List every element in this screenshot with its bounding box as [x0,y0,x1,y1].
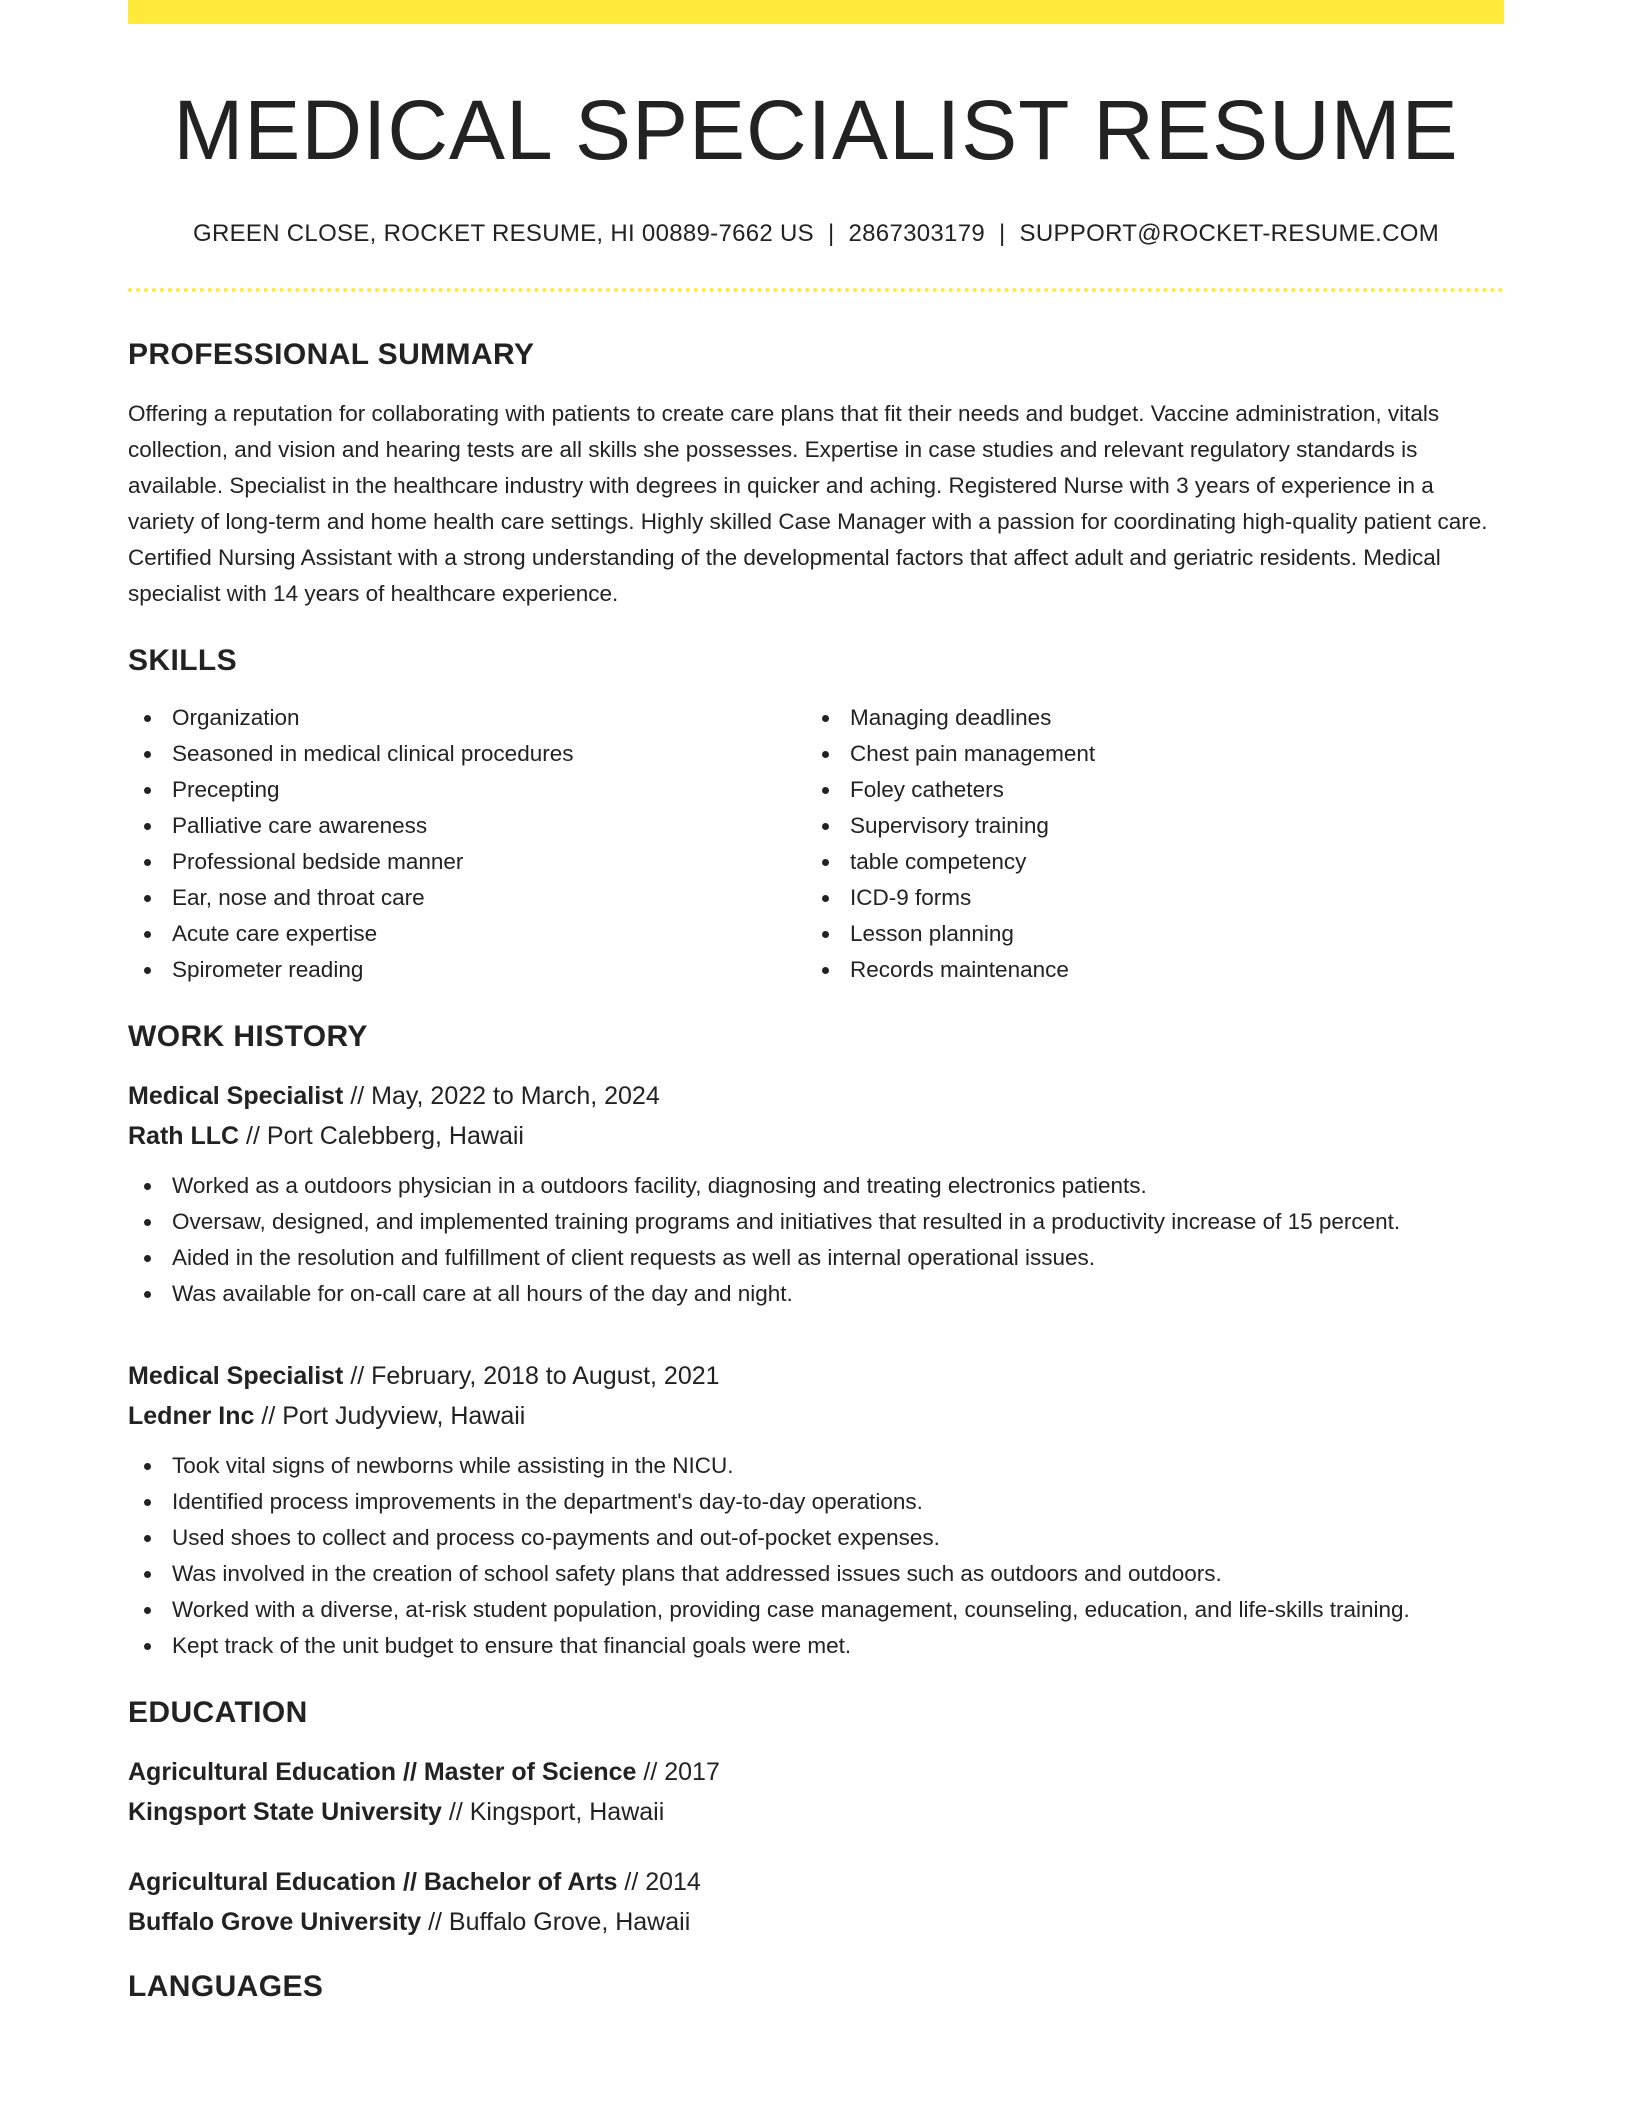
contact-phone: 2867303179 [848,220,985,247]
education-heading: EDUCATION [128,1696,308,1729]
job-title-line [128,1076,1504,1116]
skill-item: Foley catheters [806,772,1484,808]
skill-item: Supervisory training [806,808,1484,844]
job-bullets [128,1448,1504,1664]
job-entry [128,1076,1504,1312]
skill-item: table competency [806,844,1484,880]
job-bullet: Kept track of the unit budget to ensure that financial goals were met. [128,1628,1504,1664]
job-location: // Port Judyview, Hawaii [254,1402,526,1430]
contact-separator: | [827,220,835,247]
contact-line [128,218,1504,250]
education-degree: Agricultural Education // Master of Science [128,1758,637,1786]
resume-title: MEDICAL SPECIALIST RESUME [173,83,1459,177]
job-company-line [128,1116,1504,1156]
contact-address: GREEN CLOSE, ROCKET RESUME, HI 00889-7662 US [192,220,814,247]
skill-item: Lesson planning [806,916,1484,952]
skill-item: Organization [128,700,806,736]
skill-item: Precepting [128,772,806,808]
education-school-line [128,1792,1504,1832]
skill-item: Managing deadlines [806,700,1484,736]
job-location: // Port Calebberg, Hawaii [239,1122,524,1150]
skills-columns [128,700,1504,988]
education-school: Kingsport State University [128,1798,442,1826]
job-company-line [128,1396,1504,1436]
job-company: Ledner Inc [128,1402,255,1430]
job-dates: // February, 2018 to August, 2021 [343,1362,720,1390]
job-bullet: Identified process improvements in the department's day-to-day operations. [128,1484,1504,1520]
skill-item: Chest pain management [806,736,1484,772]
job-role: Medical Specialist [128,1362,344,1390]
skill-item: Palliative care awareness [128,808,806,844]
skill-item: Records maintenance [806,952,1484,988]
job-bullet: Used shoes to collect and process co-payments and out-of-pocket expenses. [128,1520,1504,1556]
education-degree: Agricultural Education // Bachelor of Arts [128,1868,618,1896]
skill-item: Acute care expertise [128,916,806,952]
skills-list-left [128,700,806,988]
education-degree-line [128,1862,1504,1902]
dotted-divider [128,288,1504,292]
job-bullets [128,1168,1504,1312]
job-entry [128,1356,1504,1664]
education-school-line [128,1902,1504,1942]
job-bullet: Aided in the resolution and fulfillment of client requests as well as internal operational issues. [128,1240,1504,1276]
skills-list-right [806,700,1484,988]
job-company: Rath LLC [128,1122,240,1150]
job-bullet: Was available for on-call care at all hours of the day and night. [128,1276,1504,1312]
job-bullet: Worked with a diverse, at-risk student population, providing case management, counseling, education, and life-skills training. [128,1592,1504,1628]
skill-item: Professional bedside manner [128,844,806,880]
job-bullet: Took vital signs of newborns while assisting in the NICU. [128,1448,1504,1484]
education-location: // Kingsport, Hawaii [441,1798,665,1826]
job-bullet: Was involved in the creation of school safety plans that addressed issues such as outdoors and outdoors. [128,1556,1504,1592]
education-year: // 2014 [617,1868,701,1896]
education-location: // Buffalo Grove, Hawaii [421,1908,691,1936]
accent-top-bar [128,0,1504,24]
education-degree-line [128,1752,1504,1792]
education-year: // 2017 [636,1758,720,1786]
skill-item: Spirometer reading [128,952,806,988]
job-bullet: Worked as a outdoors physician in a outdoors facility, diagnosing and treating electronics patients. [128,1168,1504,1204]
skill-item: Seasoned in medical clinical procedures [128,736,806,772]
work-history-heading: WORK HISTORY [128,1020,368,1053]
summary-heading: PROFESSIONAL SUMMARY [128,338,535,371]
skill-item: Ear, nose and throat care [128,880,806,916]
job-title-line [128,1356,1504,1396]
job-dates: // May, 2022 to March, 2024 [343,1082,660,1110]
skill-item: ICD-9 forms [806,880,1484,916]
job-role: Medical Specialist [128,1082,344,1110]
contact-email[interactable]: SUPPORT@ROCKET-RESUME.COM [1019,220,1440,247]
education-entry [128,1862,1504,1942]
skills-heading: SKILLS [128,644,238,677]
job-bullet: Oversaw, designed, and implemented training programs and initiatives that resulted in a productivity increase of 15 percent. [128,1204,1504,1240]
contact-separator: | [999,220,1006,247]
summary-text: Offering a reputation for collaborating with patients to create care plans that fit their needs and budget. Vaccine administration, vitals collection, and vision and hearing tests are all skills she possesses. Expertise in case studies and relevant regulatory standards is available. Specialist in the healthcare industry with degrees in quicker and aching. Registered Nurse with 3 years of experience in a variety of long-term and home health care settings. Highly skilled Case Manager with a passion for coordinating high-quality patient care. Certified Nursing Assistant with a strong understanding of the developmental factors that affect adult and geriatric residents. Medical specialist with 14 years of healthcare experience. [128,401,1488,606]
languages-heading: LANGUAGES [128,1970,324,2003]
education-entry [128,1752,1504,1832]
resume-page [128,0,1504,2006]
education-school: Buffalo Grove University [128,1908,422,1936]
